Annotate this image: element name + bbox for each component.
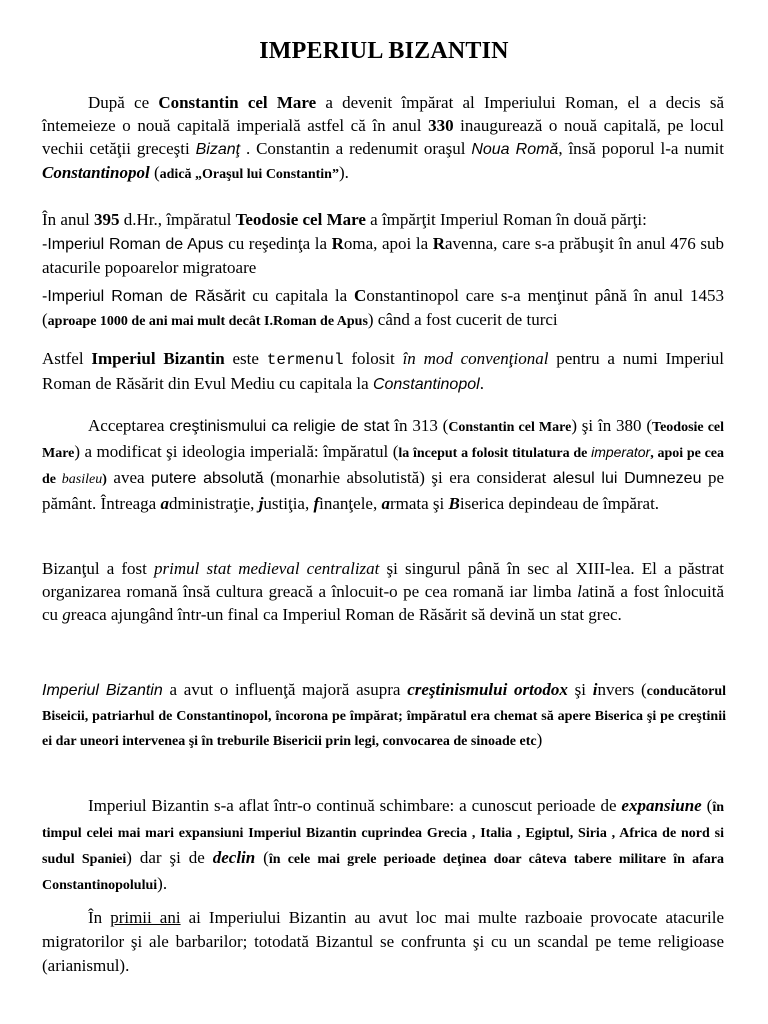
paragraph-centralized-state: Bizanţul a fost primul stat medieval centralizat şi singurul până în sec al XIII-lea. El a păstrat organizarea romană însă cultura greacă a înlocuit-o pe cea romană iar limba latină a fost înlocuită cu greaca ajungând într-un final ca Imperiul Roman de Răsărit să devină un stat grec. [42,559,725,624]
paragraph-expansion-decline: Imperiul Bizantin s-a aflat într-o continuă schimbare: a cunoscut perioade de expansiune (în timpul celei mai mari expansiuni Imperiul Bizantin cuprindea Grecia , Italia , Egiptul, Siria , Africa de nord si sudul Spaniei) dar şi de declin (în cele mai grele perioade deţinea doar câteva tabere militare în afara Constantinopolului). [42,796,724,893]
paragraph-byzantine-term: Astfel Imperiul Bizantin este termenul folosit în mod convenţional pentru a numi Imperiul Roman de Răsărit din Evul Mediu cu capitala la Constantinopol. [42,349,725,393]
paragraph-early-years: În primii ani ai Imperiului Bizantin au avut loc mai multe razboaie provocate atacurile migratorilor şi ale barbarilor; totodată Bizantul se confrunta şi cu un scandal pe teme religioase (arianismul). [42,908,725,975]
paragraph-christianity-state: Acceptarea creştinismului ca religie de stat în 313 (Constantin cel Mare) şi în 380 (Teodosie cel Mare) a modificat şi ideologia imperială: împăratul (la început a folosit titulatura de imperator, apoi pe cea de basileu) avea putere absolută (monarhie absolutistă) şi era considerat alesul lui Dumnezeu pe pământ. Întreaga administraţie, justiţia, finanţele, armata şi Biserica depindeau de împărat. [42,416,725,513]
paragraph-capital-founding: După ce Constantin cel Mare a devenit împărat al Imperiului Roman, el a decis să întemeieze o nouă capitală imperială astfel că în anul 330 inaugurează o nouă capitală, pe locul vechii cetăţii greceşti Bizanţ . Constantin a redenumit oraşul Noua Romă, însă poporul l-a numit Constantinopol (adică „Oraşul lui Constantin”). [42,93,725,182]
page-title: IMPERIUL BIZANTIN [259,38,509,64]
paragraph-orthodox-influence: Imperiul Bizantin a avut o influenţă majoră asupra creştinismului ortodox şi invers (conducătorul Biseicii, patriarhul de Constantinopol, încorona pe împărat; împăratul era chemat să apere Biserica şi pe creştinii ei dar uneori intervenea şi în treburile Bisericii prin legi, convocarea de sinoade etc) [42,680,727,749]
paragraph-division-395: În anul 395 d.Hr., împăratul Teodosie cel Mare a împărţit Imperiul Roman în două părţi: [42,210,647,229]
paragraph-eastern-empire: -Imperiul Roman de Răsărit cu capitala la Constantinopol care s-a menţinut până în anul 1453 (aproape 1000 de ani mai mult decât I.Roman de Apus) când a fost cucerit de turci [42,286,725,329]
paragraph-western-empire: -Imperiul Roman de Apus cu reşedinţa la Roma, apoi la Ravenna, care s-a prăbuşit în anul 476 sub atacurile popoarelor migratoare [42,234,724,277]
